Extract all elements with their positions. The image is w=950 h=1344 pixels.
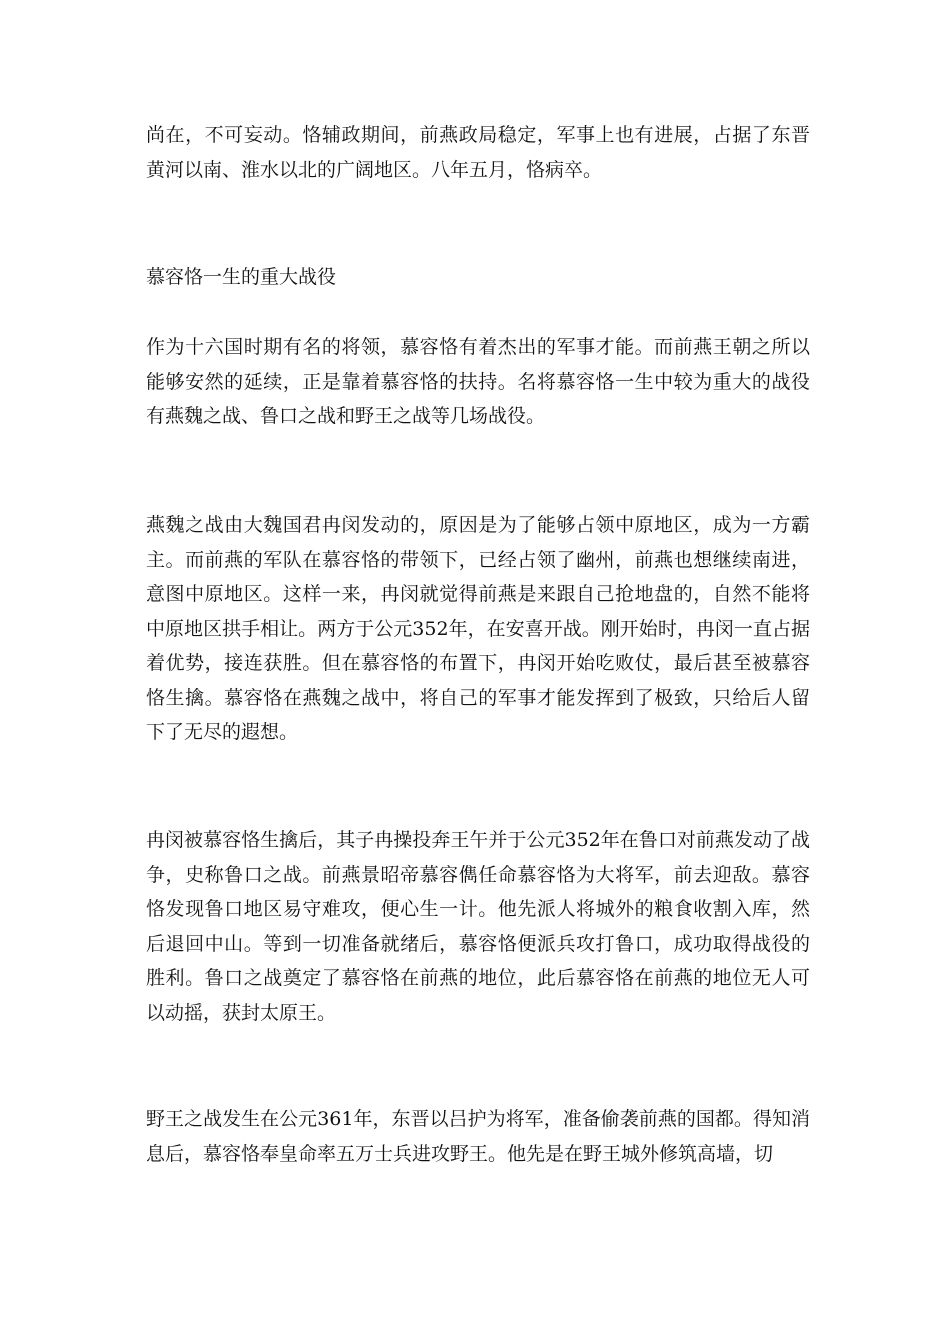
section-heading: 慕容恪一生的重大战役 [146, 266, 337, 288]
paragraph-yewang-battle: 野王之战发生在公元361年，东晋以吕护为将军，准备偷袭前燕的国都。得知消息后，慕容恪奉皇命率五万士兵进攻野王。他先是在野王城外修筑高墙，切 [146, 1108, 810, 1165]
paragraph-intro: 作为十六国时期有名的将领，慕容恪有着杰出的军事才能。而前燕王朝之所以能够安然的延续，正是靠着慕容恪的扶持。名将慕容恪一生中较为重大的战役有燕魏之战、鲁口之战和野王之战等几场战役。 [146, 336, 810, 427]
paragraph-lukou-battle: 冉闵被慕容恪生擒后，其子冉操投奔王午并于公元352年在鲁口对前燕发动了战争，史称鲁口之战。前燕景昭帝慕容儁任命慕容恪为大将军，前去迎敌。慕容恪发现鲁口地区易守难攻，便心生一计。他先派人将城外的粮食收割入库，然后退回中山。等到一切准备就绪后，慕容恪便派兵攻打鲁口，成功取得战役的胜利。鲁口之战奠定了慕容恪在前燕的地位，此后慕容恪在前燕的地位无人可以动摇，获封太原王。 [146, 829, 810, 1024]
paragraph-yan-wei-battle: 燕魏之战由大魏国君冉闵发动的，原因是为了能够占领中原地区，成为一方霸主。而前燕的军队在慕容恪的带领下，已经占领了幽州，前燕也想继续南进，意图中原地区。这样一来，冉闵就觉得前燕是来跟自己抢地盘的，自然不能将中原地区拱手相让。两方于公元352年，在安喜开战。刚开始时，冉闵一直占据着优势，接连获胜。但在慕容恪的布置下，冉闵开始吃败仗，最后甚至被慕容恪生擒。慕容恪在燕魏之战中，将自己的军事才能发挥到了极致，只给后人留下了无尽的遐想。 [146, 514, 810, 743]
paragraph-continuation: 尚在，不可妄动。恪辅政期间，前燕政局稳定，军事上也有进展，占据了东晋黄河以南、淮水以北的广阔地区。八年五月，恪病卒。 [146, 124, 810, 181]
